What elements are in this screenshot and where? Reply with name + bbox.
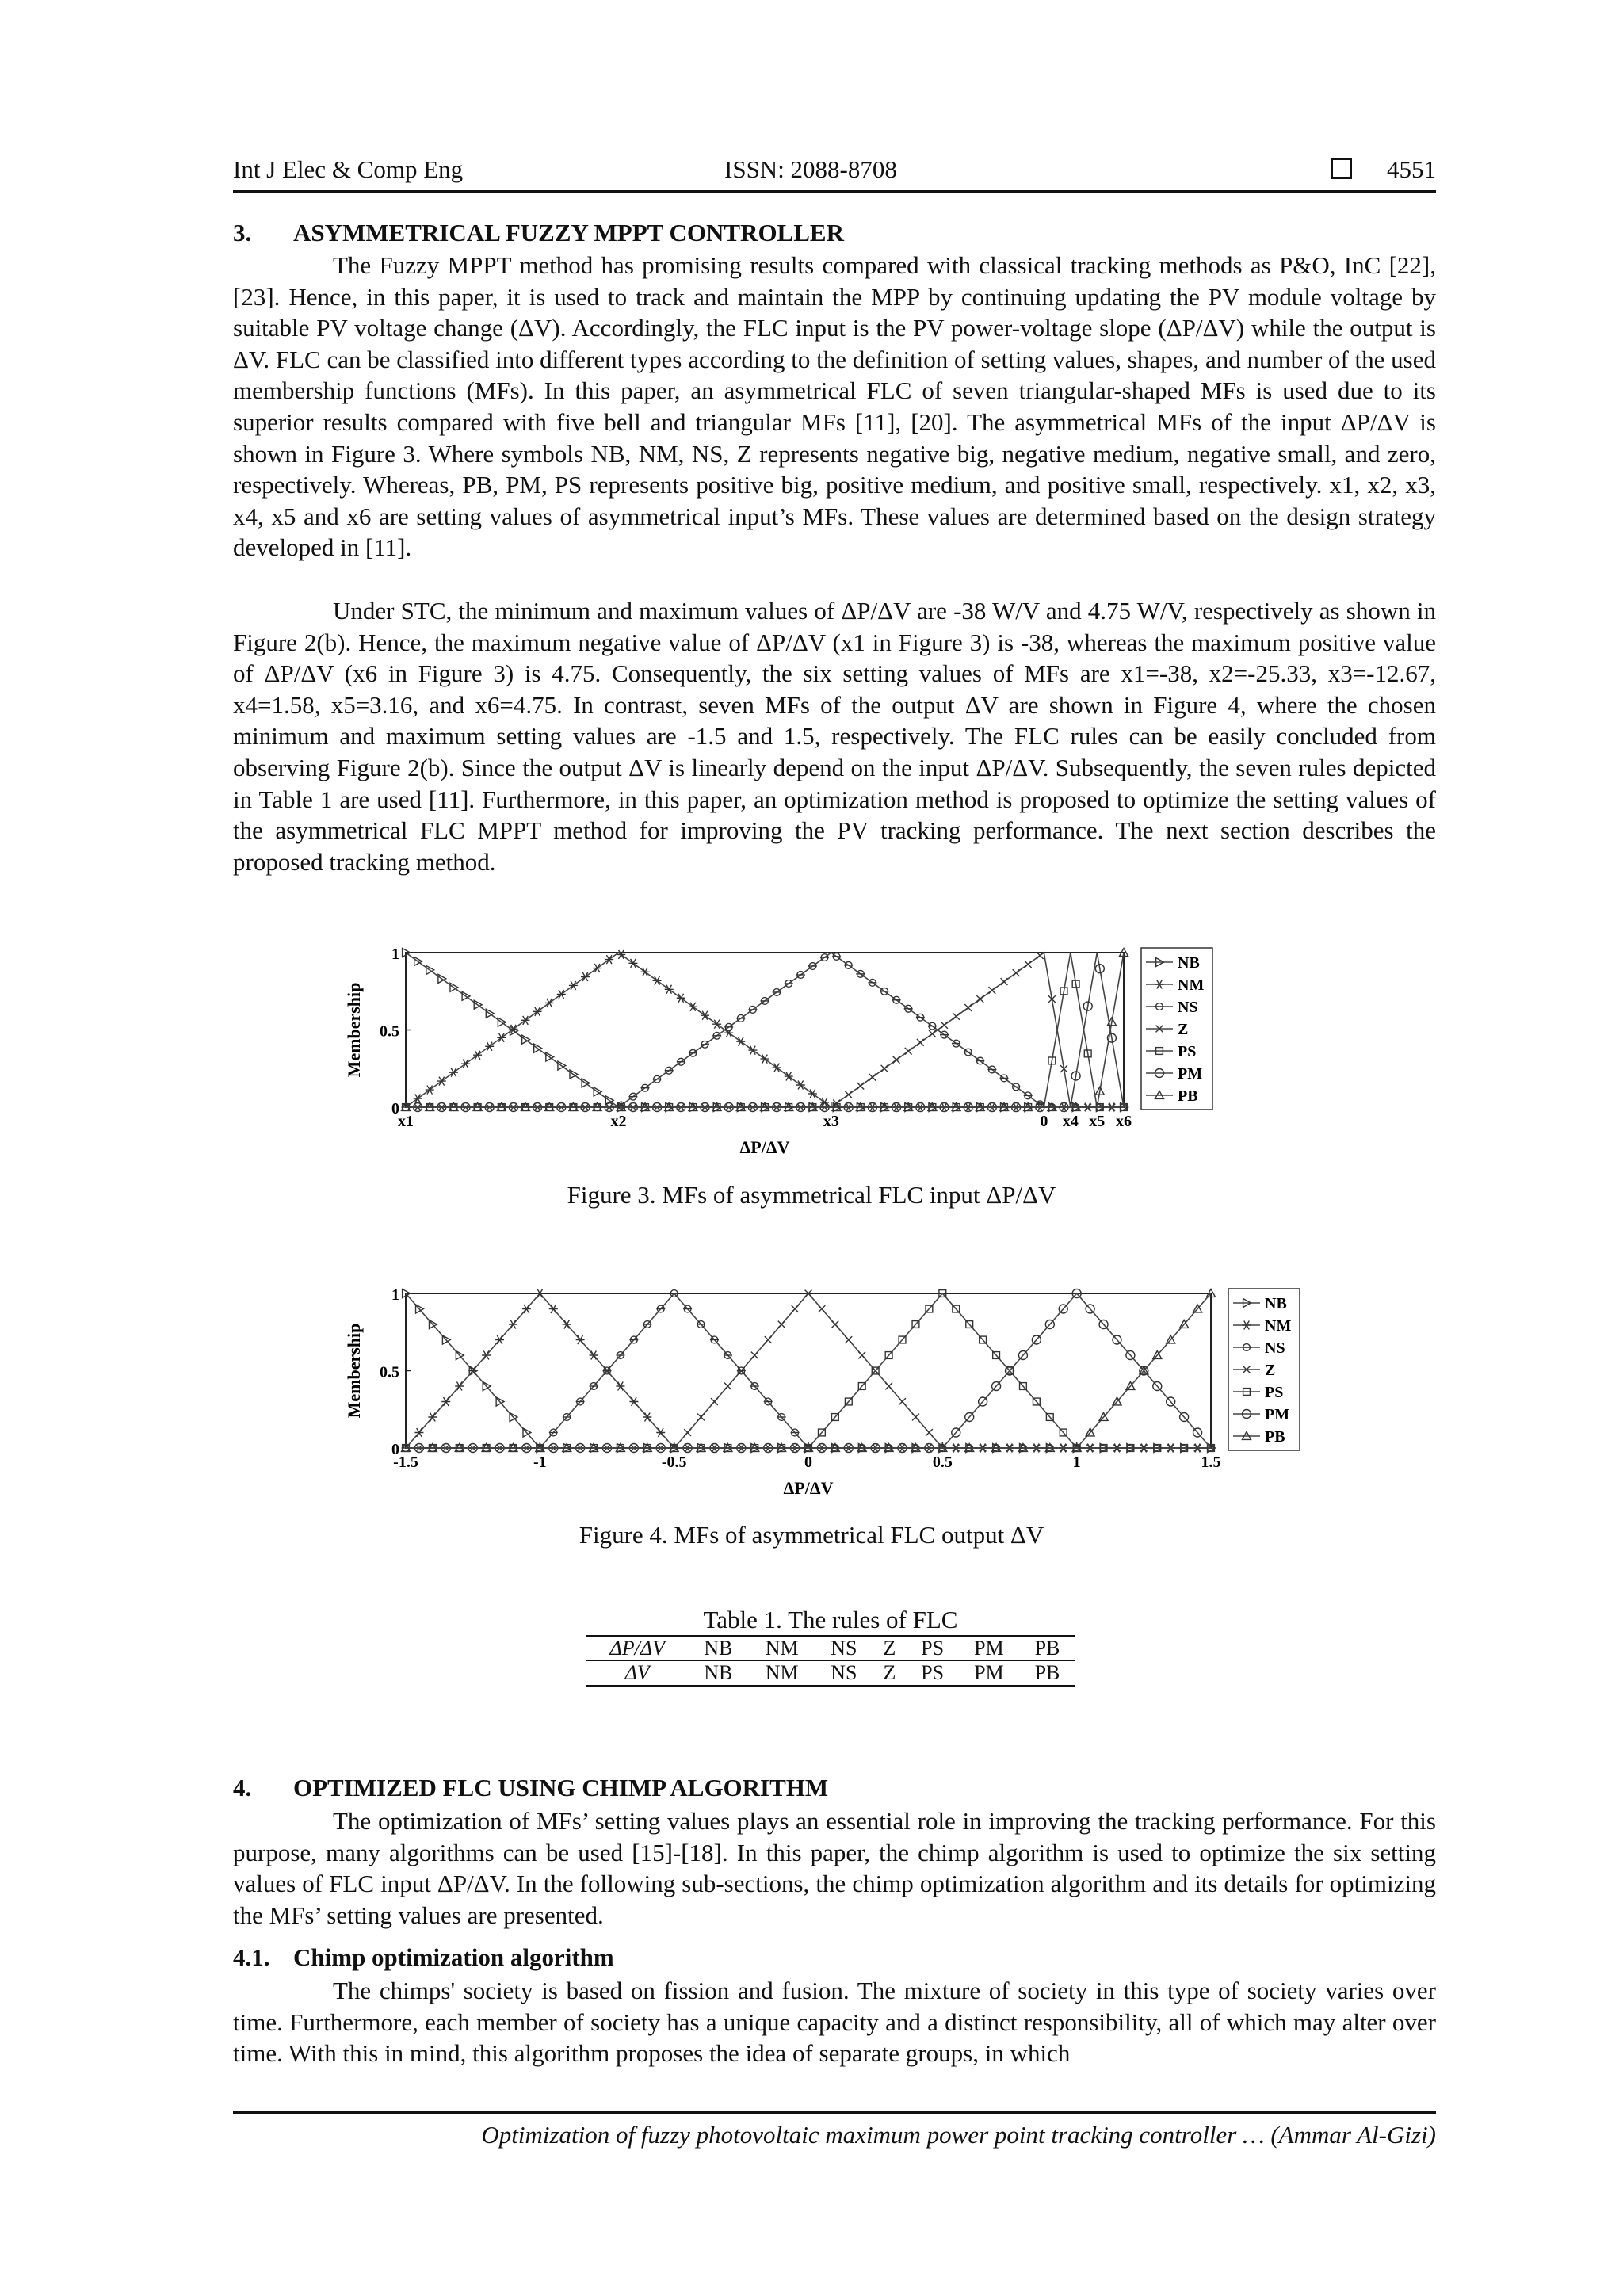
figure-3-caption: Figure 3. MFs of asymmetrical FLC input ΔP/ΔV — [567, 1181, 1056, 1209]
fig3-marker — [1012, 1083, 1021, 1091]
fig3-marker — [641, 968, 650, 976]
fig4-series-line — [406, 1293, 1211, 1448]
fig3-marker — [545, 999, 554, 1007]
fig3-marker — [426, 1086, 434, 1095]
fig3-marker — [665, 985, 674, 994]
fig4-marker — [724, 1383, 731, 1390]
fig3-marker — [533, 1007, 542, 1016]
fig4-y-tick-label: 0.5 — [380, 1363, 399, 1381]
fig4-marker — [697, 1414, 705, 1421]
fig4-marker — [858, 1352, 865, 1359]
fig4-marker — [590, 1383, 598, 1390]
fig3-marker — [808, 1089, 817, 1098]
fig3-marker — [952, 1040, 960, 1047]
fig3-marker — [748, 1046, 757, 1055]
fig4-marker — [710, 1336, 719, 1343]
fig4-marker — [792, 1305, 799, 1312]
fig4-x-tick-label: 0 — [804, 1454, 812, 1471]
fig3-marker — [581, 972, 590, 981]
fig3-marker — [916, 1014, 925, 1021]
fig4-x-tick-label: -0.5 — [661, 1454, 687, 1471]
fig4-marker — [778, 1321, 785, 1328]
fig3-marker — [748, 1006, 757, 1013]
fig3-marker — [617, 950, 625, 959]
fig3-marker — [1000, 1075, 1009, 1082]
fig3-marker — [736, 1037, 745, 1046]
fig4-marker — [791, 1429, 800, 1436]
fig3-marker — [976, 1057, 984, 1064]
svg-text:NB: NB — [1265, 1295, 1287, 1312]
fig3-marker — [773, 1064, 781, 1072]
fig4-marker — [684, 1429, 691, 1436]
fig3-marker — [857, 1083, 864, 1090]
fig4-marker — [885, 1383, 892, 1390]
fig3-y-axis-label: Membership — [344, 982, 364, 1078]
fig3-marker — [844, 961, 853, 968]
fig4-series-ps — [403, 1290, 1215, 1452]
fig3-marker — [917, 1039, 924, 1046]
fig4-series-line — [406, 1293, 1211, 1448]
svg-text:NM: NM — [1265, 1317, 1292, 1335]
figure-4-caption: Figure 4. MFs of asymmetrical FLC output ΔV — [579, 1521, 1044, 1549]
fig3-marker — [485, 1042, 494, 1051]
fig4-series-pb — [402, 1289, 1216, 1452]
fig4-series-line — [406, 1293, 1211, 1448]
table-1 — [586, 1605, 1075, 1687]
fig4-marker — [656, 1305, 665, 1312]
fig4-marker — [765, 1336, 772, 1343]
fig3-x-tick-label: x2 — [610, 1113, 627, 1130]
svg-text:PM: PM — [1265, 1406, 1290, 1423]
fig4-series-line — [406, 1293, 1211, 1448]
svg-text:NS: NS — [1265, 1339, 1285, 1357]
fig4-x-tick-label: 1.5 — [1201, 1454, 1221, 1471]
fig3-marker — [820, 954, 829, 961]
section-3-paragraph-2: Under STC, the minimum and maximum values of ΔP/ΔV are -38 W/V and 4.75 W/V, respectively as shown in Figure 2(b). Hence, the maximum negative value of ΔP/ΔV (x1 in Figure 3) is -38, whereas the maximum positive value of ΔP/ΔV (x6 in Figure 3) is 4.75. Consequently, the six setting values of MFs are x1=-38, x2=-25.33, x3=-12.67, x4=1.58, x5=3.16, and x6=4.75. In contrast, seven MFs of the output ΔV are shown in Figure 4, where the chosen minimum and maximum setting values are -1.5 and 1.5, respectively. The FLC rules can be easily concluded from observing Figure 2(b). Since the output ΔV is linearly depend on the input ΔP/ΔV. Subsequently, the seven rules depicted in Table 1 are used [11]. Furthermore, in this paper, an optimization method is proposed to optimize the setting values of the asymmetrical FLC MPPT method for improving the PV tracking performance. The next section describes the proposed tracking method. — [233, 597, 1436, 876]
section-4-heading: 4. OPTIMIZED FLC USING CHIMP ALGORITHM — [233, 1774, 829, 1801]
fig3-marker — [712, 1020, 721, 1029]
fig4-x-axis-label: ΔP/ΔV — [783, 1478, 834, 1498]
fig3-legend — [1141, 948, 1212, 1110]
fig4-series-line — [406, 1293, 1211, 1448]
journal-name: Int J Elec & Comp Eng — [233, 155, 464, 183]
fig3-marker — [724, 1023, 733, 1030]
fig4-y-tick-label: 1 — [391, 1286, 399, 1304]
fig4-y-tick-label: 0 — [391, 1441, 399, 1458]
fig3-marker — [497, 1033, 506, 1042]
section-4-1-heading: 4.1. Chimp optimization algorithm — [233, 1943, 614, 1971]
section-3-heading: 3. ASYMMETRICAL FUZZY MPPT CONTROLLER — [233, 219, 844, 246]
fig4-series-ns — [402, 1290, 1216, 1452]
fig3-marker — [414, 1095, 422, 1103]
fig3-marker — [893, 1056, 900, 1064]
fig3-marker — [653, 1075, 662, 1083]
fig4-series-nb — [403, 1289, 1216, 1453]
fig4-marker — [751, 1352, 758, 1359]
fig4-marker — [670, 1290, 678, 1297]
section-3-paragraph-1: The Fuzzy MPPT method has promising results compared with classical tracking methods as P&O, InC [22], [23]. Hence, in this paper, it is used to track and maintain the MPP by continuing updating the PV module voltage by suitable PV voltage change (ΔV). Accordingly, the FLC input is the PV power-voltage slope (ΔP/ΔV) while the output is ΔV. FLC can be classified into different types according to the definition of setting values, shapes, and number of the used membership functions (MFs). In this paper, an asymmetrical FLC of seven triangular-shaped MFs is used due to its superior results compared with five bell and triangular MFs [11], [20]. The asymmetrical MFs of the input ΔP/ΔV is shown in Figure 3. Where symbols NB, NM, NS, Z represents negative big, negative medium, negative small, and zero, respectively. Whereas, PB, PM, PS represents positive big, positive medium, and positive small, respectively. x1, x2, x3, x4, x5 and x6 are setting values of asymmetrical input’s MFs. These values are determined based on the design strategy developed in [11]. — [233, 251, 1436, 562]
fig3-marker — [845, 1091, 852, 1098]
fig4-marker — [926, 1429, 933, 1436]
fig3-marker — [641, 1084, 650, 1091]
fig3-marker — [785, 1072, 793, 1081]
fig3-marker — [521, 1016, 530, 1025]
fig3-marker — [473, 1051, 482, 1060]
fig3-x-tick-label: x3 — [823, 1113, 839, 1130]
fig3-marker — [953, 1013, 960, 1020]
fig3-marker — [976, 995, 983, 1003]
svg-text:Z: Z — [1178, 1021, 1189, 1038]
fig3-marker — [964, 1049, 972, 1056]
fig4-marker — [643, 1321, 651, 1328]
table-row: ΔP/ΔV NB NM NS Z PS PM PB — [586, 1636, 1075, 1661]
fig3-x-tick-label: x1 — [398, 1113, 414, 1130]
fig4-x-tick-label: -1.5 — [393, 1454, 418, 1471]
fig3-marker — [437, 1077, 446, 1086]
fig4-marker — [845, 1336, 852, 1343]
fig3-marker — [808, 963, 817, 970]
fig4-marker — [603, 1367, 612, 1374]
fig4-marker — [831, 1321, 838, 1328]
footer-rule — [233, 2111, 1436, 2114]
fig3-marker — [761, 1055, 769, 1064]
figure-4-chart — [344, 1286, 1300, 1498]
fig3-marker — [701, 1011, 709, 1020]
fig3-marker — [940, 1031, 949, 1038]
svg-text:NB: NB — [1178, 954, 1200, 972]
fig4-marker — [549, 1429, 558, 1436]
fig3-marker — [905, 1048, 912, 1055]
section-4-paragraph-1: The optimization of MFs’ setting values plays an essential role in improving the tracking performance. For this purpose, many algorithms can be used [15]-[18]. In this paper, the chimp algorithm is used to optimize the six setting values of FLC input ΔP/ΔV. In the following sub-sections, the chimp optimization algorithm and its details for optimizing the MFs’ setting values are presented. — [233, 1807, 1436, 1929]
fig3-marker — [461, 1060, 470, 1068]
fig3-marker — [628, 959, 637, 968]
svg-text:PB: PB — [1265, 1428, 1285, 1446]
svg-text:PS: PS — [1265, 1384, 1284, 1401]
fig3-marker — [1001, 978, 1008, 985]
fig3-marker — [701, 1041, 709, 1048]
fig3-marker — [1025, 961, 1032, 968]
fig4-x-tick-label: 0.5 — [932, 1454, 953, 1471]
fig3-marker — [964, 1004, 972, 1011]
table-1-caption: Table 1. The rules of FLC — [703, 1606, 958, 1633]
running-footer: Optimization of fuzzy photovoltaic maximum power point tracking controller … (Ammar Al-Gizi) — [481, 2121, 1436, 2149]
fig4-y-axis-label: Membership — [344, 1323, 364, 1419]
fig4-marker — [912, 1414, 919, 1421]
fig3-marker — [880, 988, 889, 995]
fig3-marker — [773, 989, 781, 996]
fig3-marker — [628, 1093, 637, 1100]
fig3-marker — [1013, 969, 1020, 976]
fig3-marker — [677, 1058, 685, 1065]
fig4-x-tick-label: 1 — [1072, 1454, 1081, 1471]
fig3-x-tick-label: x4 — [1062, 1113, 1079, 1130]
fig4-plot-frame — [406, 1293, 1211, 1448]
fig3-marker — [904, 1005, 913, 1012]
svg-text:PB: PB — [1178, 1087, 1198, 1105]
fig4-marker — [724, 1352, 732, 1359]
svg-text:NS: NS — [1178, 999, 1198, 1016]
fig4-marker — [616, 1352, 624, 1359]
fig4-marker — [629, 1336, 638, 1343]
fig3-marker — [736, 1014, 745, 1022]
fig4-marker — [563, 1414, 571, 1421]
fig4-marker — [899, 1398, 906, 1405]
page-number: 4551 — [1387, 155, 1436, 183]
table-row: ΔV NB NM NS Z PS PM PB — [586, 1661, 1075, 1687]
issn: ISSN: 2088-8708 — [724, 155, 897, 183]
fig3-marker — [868, 979, 876, 986]
fig3-marker — [892, 996, 901, 1003]
fig3-marker — [677, 994, 685, 1003]
fig3-y-tick-label: 0 — [391, 1100, 399, 1117]
fig3-x-tick-label: 0 — [1040, 1113, 1048, 1130]
fig3-marker — [712, 1032, 721, 1039]
fig3-marker — [665, 1067, 674, 1074]
svg-text:Z: Z — [1265, 1362, 1276, 1379]
fig4-series-line — [406, 1293, 1211, 1448]
fig3-x-tick-label: x6 — [1116, 1113, 1132, 1130]
fig3-marker — [689, 1049, 697, 1056]
fig3-marker — [449, 1068, 458, 1077]
fig4-marker — [777, 1414, 786, 1421]
fig3-marker — [1024, 1092, 1033, 1099]
fig4-marker — [576, 1398, 585, 1405]
fig3-marker — [796, 1081, 805, 1090]
fig4-marker — [750, 1383, 759, 1390]
fig3-x-axis-label: ΔP/ΔV — [739, 1137, 790, 1157]
fig4-series-line — [406, 1293, 1211, 1448]
fig4-marker — [697, 1321, 705, 1328]
fig3-marker — [557, 990, 566, 999]
fig3-marker — [987, 1066, 996, 1073]
figure-3-chart — [344, 946, 1212, 1157]
section-4-1-paragraph-1: The chimps' society is based on fission and fusion. The mixture of society in this type of society varies over time. Furthermore, each member of society has a unique capacity and a distinct responsibility, all of which may alter over time. With this in mind, this algorithm proposes the idea of separate groups, in which — [233, 1977, 1436, 2068]
fig3-marker — [881, 1065, 888, 1072]
fig3-marker — [832, 953, 841, 961]
svg-text:PS: PS — [1178, 1043, 1197, 1060]
fig4-marker — [819, 1305, 826, 1312]
fig3-marker — [593, 964, 601, 972]
fig3-marker — [869, 1074, 876, 1081]
fig3-marker — [761, 998, 769, 1005]
fig3-series-pm — [406, 953, 1124, 1112]
fig4-x-tick-label: -1 — [533, 1454, 547, 1471]
svg-text:PM: PM — [1178, 1065, 1203, 1083]
svg-text:NM: NM — [1178, 976, 1205, 994]
fig4-marker — [683, 1305, 692, 1312]
fig3-marker — [989, 987, 996, 994]
fig3-marker — [796, 972, 805, 979]
fig3-marker — [856, 970, 865, 977]
fig3-y-tick-label: 0.5 — [380, 1022, 399, 1041]
fig3-marker — [929, 1030, 936, 1037]
fig3-marker — [928, 1022, 937, 1030]
fig3-x-tick-label: x5 — [1089, 1113, 1106, 1130]
fig3-y-tick-label: 1 — [391, 946, 399, 963]
fig3-marker — [689, 1003, 697, 1011]
fig4-marker — [764, 1398, 773, 1405]
fig3-marker — [785, 980, 793, 988]
fig3-marker — [605, 955, 613, 964]
fig3-marker — [569, 981, 578, 990]
fig3-marker — [941, 1022, 948, 1029]
fig3-marker — [653, 976, 662, 985]
fig4-marker — [711, 1398, 718, 1405]
fig4-legend — [1228, 1289, 1300, 1450]
